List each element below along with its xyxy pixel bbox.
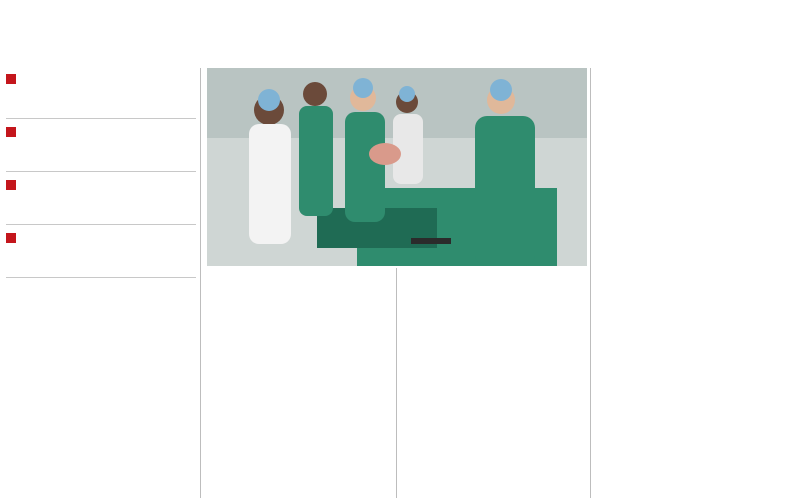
- highlight-bullet: [6, 172, 196, 225]
- bullet-square-icon: [6, 74, 16, 84]
- column-divider: [590, 68, 591, 498]
- article-column: [207, 268, 392, 498]
- operating-room-illustration: [207, 68, 587, 266]
- bullet-square-icon: [6, 180, 16, 190]
- bullet-square-icon: [6, 233, 16, 243]
- headline: [10, 6, 790, 60]
- article-column: [6, 290, 196, 498]
- news-photo: [207, 68, 587, 266]
- bullet-square-icon: [6, 127, 16, 137]
- highlight-bullet: [6, 66, 196, 119]
- highlight-bullets: [6, 66, 196, 286]
- highlight-bullet: [6, 119, 196, 172]
- article-column: [594, 68, 794, 498]
- column-divider: [200, 68, 201, 498]
- article-column: [400, 268, 587, 498]
- column-divider: [396, 268, 397, 498]
- newborn-baby: [369, 143, 401, 165]
- highlight-bullet: [6, 225, 196, 278]
